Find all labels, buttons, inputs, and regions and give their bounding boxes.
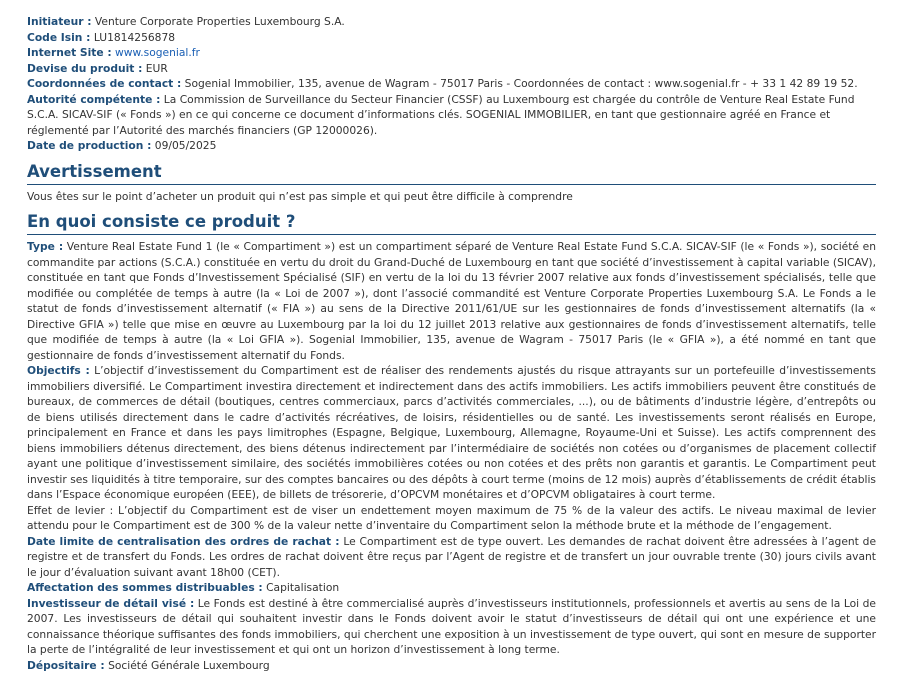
code-isin-value: LU1814256878 bbox=[93, 30, 176, 44]
date-production-value: 09/05/2025 bbox=[154, 139, 217, 152]
code-isin-label: Code Isin bbox=[27, 30, 83, 44]
objectifs-paragraph: Objectifs : L’objectif d’investissement du Compartiment est de réaliser des rendements ajustés du risque attrayants sur un portefeuille d’investissements immobiliers diversifié. Le Compartiment investira directement et indirectement dans des actifs immobiliers. Les actifs immobiliers peuvent être constitués de bureaux, de commerces de détail (boutiques, centres commerciaux, parcs d’activités commerciales, ...), ou de bâtiments d’industrie légère, d’entrepôts ou de biens utilisés directement dans le cadre d’activités récréatives, de loisirs, résidentielles ou de santé. Les investissements seront réalisés en Europe, principalement en France et dans les pays limitrophes (Espagne, Belgique, Luxembourg, Allemagne, Royaume-Uni et Suisse). Les actifs comprennent des biens immobiliers détenus directement, des biens détenus indirectement par l’intermédiaire de sociétés non cotées ou d’organismes de placement collectif ayant une politique d’investissement similaire, des sociétés immobilières cotées ou non cotées et des prêts non garantis et garantis. Le Compartiment peut investir ses liquidités à titre temporaire, sur des comptes bancaires ou des dépôts à court terme (moins de 12 mois) auprès d’établissements de crédit établis dans l’Espace économique européen (EEE), de billets de trésorerie, d’OPCVM monétaires et d’OPCVM obligataires à court terme. bbox=[27, 364, 876, 501]
document-page bbox=[27, 14, 876, 673]
code-isin-field: Code Isin : LU1814256878 bbox=[27, 30, 176, 44]
type-paragraph: Type : Venture Real Estate Fund 1 (le « Compartiment ») est un compartiment séparé de Venture Real Estate Fund S.C.A. SICAV-SIF (le « Fonds »), société en commandite par actions (S.C.A.) constituée en vertu du droit du Grand-Duché de Luxembourg en tant que société d’investissement à capital variable (SICAV), constituée en tant que Fonds d’Investissement Spécialisé (SIF) en vertu de la loi du 13 février 2007 relative aux fonds d’investissement spécialisés, telle que modifiée ou complétée de temps à autre (la « Loi de 2007 »), dont l’associé commandité est Venture Corporate Properties Luxembourg S.A. Le Fonds a le statut de fonds d’investissement alternatif (« FIA ») au sens de la Directive 2011/61/UE sur les gestionnaires de fonds d’investissement alternatifs (la « Directive GFIA ») telle que mise en œuvre au Luxembourg par la loi du 12 juillet 2013 relative aux gestionnaires de fonds d’investissement alternatifs, telle que modifiée de temps à autre (la « Loi GFIA »). Sogenial Immobilier, 135, avenue de Wagram - 75017 Paris (le « GFIA »), a été nommé en tant que gestionnaire de fonds d’investissement alternatif du Fonds. bbox=[27, 240, 876, 362]
investisseur-value: Le Fonds est destiné à être commercialisé auprès d’investisseurs institutionnels, professionnels et avertis au sens de la Loi de 2007. Les investisseurs de détail qui souhaitent investir dans le Fonds doivent avoir le statut d’investisseurs de détail qui ont une expérience et une connaissance théorique suffisantes des fonds immobiliers, qui cherchent une exposition à un investissement de type ouvert, qui sont en mesure de supporter la perte de l’intégralité de leur investissement et qui ont un horizon d’investissement à long terme. bbox=[27, 596, 876, 656]
rachat-value: Le Compartiment est de type ouvert. Les demandes de rachat doivent être adressées à l’agent de registre et de transfert du Fonds. Les ordres de rachat doivent être reçus par l’Agent de registre et de transfert un jour ouvrable trente (30) jours civils avant le jour d’évaluation suivant avant 18h00 (CET). bbox=[27, 534, 877, 579]
investisseur-paragraph: Investisseur de détail visé : Le Fonds est destiné à être commercialisé auprès d’investisseurs institutionnels, professionnels et avertis au sens de la Loi de 2007. Les investisseurs de détail qui souhaitent investir dans le Fonds doivent avoir le statut d’investisseurs de détail qui ont une expérience et une connaissance théorique suffisantes des fonds immobiliers, qui cherchent une exposition à un investissement de type ouvert, qui sont en mesure de supporter la perte de l’intégralité de leur investissement et qui ont un horizon d’investissement à long terme. bbox=[27, 596, 876, 656]
type-value: Venture Real Estate Fund 1 (le « Compartiment ») est un compartiment séparé de Venture Real Estate Fund S.C.A. SICAV-SIF (le « Fonds »), société en commandite par actions (S.C.A.) constituée en vertu du droit du Grand-Duché de Luxembourg en tant que société d’investissement à capital variable (SICAV), constituée en tant que Fonds d’Investissement Spécialisé (SIF) en vertu de la loi du 13 février 2007 relative aux fonds d’investissement spécialisés, telle que modifiée ou complétée de temps à autre (la « Loi de 2007 »), dont l’associé commandité est Venture Corporate Properties Luxembourg S.A. Le Fonds a le statut de fonds d’investissement alternatif (« FIA ») au sens de la Directive 2011/61/UE sur les gestionnaires de fonds d’investissement alternatifs (la « Directive GFIA ») telle que mise en œuvre au Luxembourg par la loi du 12 juillet 2013 relative aux gestionnaires de fonds d’investissement alternatifs, telle que modifiée de temps à autre (la « Loi GFIA »). Sogenial Immobilier, 135, avenue de Wagram - 75017 Paris (le « GFIA »), a été nommé en tant que gestionnaire de fonds d’investissement alternatif du Fonds. bbox=[27, 240, 876, 362]
depositaire-value: Société Générale Luxembourg bbox=[108, 658, 270, 672]
product-identification bbox=[27, 14, 876, 154]
internet-site-field: Internet Site : www.sogenial.fr bbox=[27, 46, 200, 59]
produit-heading: En quoi consiste ce produit ? bbox=[27, 212, 876, 235]
initiateur-label: Initiateur bbox=[27, 15, 84, 28]
coordonnees-field: Coordonnées de contact : Sogenial Immobilier, 135, avenue de Wagram - 75017 Paris - Coordonnées de contact : www.sogenial.fr - + 33 1 42 89 19 52. bbox=[27, 77, 858, 90]
devise-value: EUR bbox=[145, 61, 168, 75]
coordonnees-value: Sogenial Immobilier, 135, avenue de Wagram - 75017 Paris - Coordonnées de contact : www.sogenial.fr - + 33 1 42 89 19 52. bbox=[184, 77, 858, 90]
levier-paragraph: Effet de levier : L’objectif du Compartiment est de viser un endettement moyen maximum de 75 % de la valeur des actifs. Le niveau maximal de levier attendu pour le Compartiment est de 300 % de la valeur nette d’inventaire du Compartiment selon la méthode brute et la méthode de l’engagement. bbox=[27, 503, 876, 532]
depositaire-label: Dépositaire bbox=[27, 658, 97, 672]
objectifs-label: Objectifs bbox=[27, 364, 81, 377]
autorite-value: La Commission de Surveillance du Secteur Financier (CSSF) au Luxembourg est chargée du contrôle de Venture Real Estate Fund S.C.A. SICAV-SIF (« Fonds ») en ce qui concerne ce document d’informations clés. SOGENIAL IMMOBILIER, en tant que gestionnaire agréé en France et réglementé par l’Autorité des marchés financiers (GP 12000026). bbox=[27, 92, 855, 137]
initiateur-field: Initiateur : Venture Corporate Properties Luxembourg S.A. bbox=[27, 15, 345, 28]
autorite-field: Autorité compétente : La Commission de Surveillance du Secteur Financier (CSSF) au Luxembourg est chargée du contrôle de Venture Real Estate Fund S.C.A. SICAV-SIF (« Fonds ») en ce qui concerne ce document d’informations clés. SOGENIAL IMMOBILIER, en tant que gestionnaire agréé en France et réglementé par l’Autorité des marchés financiers (GP 12000026). bbox=[27, 92, 855, 137]
type-label: Type bbox=[27, 240, 55, 253]
affectation-label: Affectation des sommes distribuables bbox=[27, 581, 255, 594]
devise-label: Devise du produit bbox=[27, 61, 135, 75]
rachat-paragraph: Date limite de centralisation des ordres de rachat : Le Compartiment est de type ouvert. Les demandes de rachat doivent être adressées à l’agent de registre et de transfert du Fonds. Les ordres de rachat doivent être reçus par l’Agent de registre et de transfert un jour ouvrable trente (30) jours civils avant le jour d’évaluation suivant avant 18h00 (CET). bbox=[27, 534, 877, 579]
date-production-field: Date de production : 09/05/2025 bbox=[27, 139, 217, 152]
investisseur-label: Investisseur de détail visé bbox=[27, 596, 187, 610]
avertissement-heading: Avertissement bbox=[27, 162, 876, 185]
autorite-label: Autorité compétente bbox=[27, 92, 153, 106]
devise-field: Devise du produit : EUR bbox=[27, 61, 168, 75]
internet-site-link[interactable]: www.sogenial.fr bbox=[115, 46, 200, 59]
avertissement-text: Vous êtes sur le point d’acheter un produit qui n’est pas simple et qui peut être difficile à comprendre bbox=[27, 189, 573, 203]
affectation-value: Capitalisation bbox=[266, 581, 340, 594]
date-production-label: Date de production bbox=[27, 139, 144, 152]
rachat-label: Date limite de centralisation des ordres de rachat bbox=[27, 534, 332, 548]
initiateur-value: Venture Corporate Properties Luxembourg S.A. bbox=[94, 15, 345, 28]
objectifs-value: L’objectif d’investissement du Compartiment est de réaliser des rendements ajustés du risque attrayants sur un portefeuille d’investissements immobiliers diversifié. Le Compartiment investira directement et indirectement dans des actifs immobiliers. Les actifs immobiliers peuvent être constitués de bureaux, de commerces de détail (boutiques, centres commerciaux, parcs d’activités commerciales, ...), ou de bâtiments d’industrie légère, d’entrepôts ou de biens utilisés directement dans le cadre d’activités récréatives, de loisirs, résidentielles ou de santé. Les investissements seront réalisés en Europe, principalement en France et dans les pays limitrophes (Espagne, Belgique, Luxembourg, Allemagne, Royaume-Uni et Suisse). Les actifs comprennent des biens immobiliers détenus directement, des biens détenus indirectement par l’intermédiaire de sociétés non cotées ou d’organismes de placement collectif ayant une politique d’investissement similaire, des sociétés immobilières cotées ou non cotées et des prêts non garantis et garantis. Le Compartiment peut investir ses liquidités à titre temporaire, sur des comptes bancaires ou des dépôts à court terme (moins de 12 mois) auprès d’établissements de crédit établis dans l’Espace économique européen (EEE), de billets de trésorerie, d’OPCVM monétaires et d’OPCVM obligataires à court terme. bbox=[27, 364, 876, 501]
depositaire-paragraph: Dépositaire : Société Générale Luxembourg bbox=[27, 658, 270, 672]
coordonnees-label: Coordonnées de contact bbox=[27, 77, 174, 90]
affectation-paragraph: Affectation des sommes distribuables : Capitalisation bbox=[27, 581, 340, 594]
internet-site-label: Internet Site bbox=[27, 46, 104, 59]
